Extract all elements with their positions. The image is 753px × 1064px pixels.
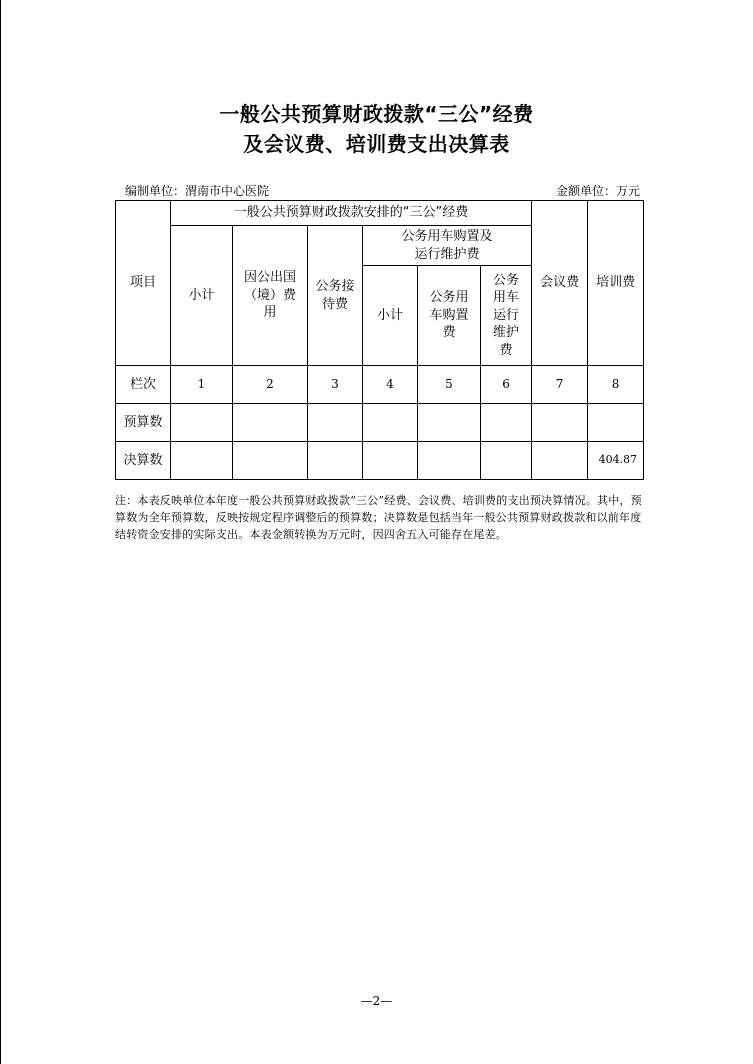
final-cell	[363, 442, 418, 480]
table-note: 注：本表反映单位本年度一般公共预算财政拨款“三公”经费、会议费、培训费的支出预决算情况。其中，预算数为全年预算数，反映按规定程序调整后的预算数；决算数是包括当年一般公共预算财政拨款和以前年度结转资金安排的实际支出。本表金额转换为万元时，因四舍五入可能存在尾差。	[115, 494, 642, 541]
header-abroad-fee: 因公出国（境）费用	[233, 226, 308, 366]
column-number-cell: 5	[418, 366, 481, 404]
final-cell	[481, 442, 532, 480]
header-vehicle-purchase: 公务用车购置费	[418, 266, 481, 366]
compiling-unit: 编制单位：渭南市中心医院	[125, 184, 270, 198]
final-cell	[171, 442, 233, 480]
header-project: 项目	[116, 201, 171, 366]
page-left-border	[0, 0, 1, 1064]
budget-cell	[532, 404, 588, 442]
header-reception-fee: 公务接待费	[308, 226, 363, 366]
header-vehicle-group: 公务用车购置及运行维护费	[363, 226, 532, 266]
budget-cell	[308, 404, 363, 442]
column-number-cell: 4	[363, 366, 418, 404]
budget-cell	[418, 404, 481, 442]
row-label-budget: 预算数	[116, 404, 171, 442]
header-subtotal: 小计	[171, 226, 233, 366]
header-vehicle-operation: 公务用车运行维护费	[481, 266, 532, 366]
page-title-line-2: 及会议费、培训费支出决算表	[243, 132, 510, 156]
budget-cell	[481, 404, 532, 442]
row-budget	[116, 404, 644, 442]
header-three-public-group: 一般公共预算财政拨款安排的“三公”经费	[171, 201, 532, 226]
header-row-1	[116, 201, 644, 226]
column-number-cell: 7	[532, 366, 588, 404]
budget-cell	[171, 404, 233, 442]
header-training-fee: 培训费	[588, 201, 644, 366]
row-final	[116, 442, 644, 480]
row-column-numbers	[116, 366, 644, 404]
amount-unit: 金额单位：万元	[555, 184, 640, 198]
budget-cell	[363, 404, 418, 442]
budget-cell	[588, 404, 644, 442]
column-number-cell: 2	[233, 366, 308, 404]
budget-cell	[233, 404, 308, 442]
column-number-cell: 1	[171, 366, 233, 404]
column-number-cell: 6	[481, 366, 532, 404]
page-title-line-1: 一般公共预算财政拨款“三公”经费	[219, 102, 534, 126]
final-cell	[532, 442, 588, 480]
header-meeting-fee: 会议费	[532, 201, 588, 366]
header-vehicle-subtotal: 小计	[363, 266, 418, 366]
page-number: —2—	[360, 994, 393, 1008]
row-label-column: 栏次	[116, 366, 171, 404]
final-cell	[233, 442, 308, 480]
final-cell	[308, 442, 363, 480]
column-number-cell: 3	[308, 366, 363, 404]
row-label-final: 决算数	[116, 442, 171, 480]
final-cell	[418, 442, 481, 480]
column-number-cell: 8	[588, 366, 644, 404]
expenditure-table	[115, 200, 644, 480]
final-cell-training: 404.87	[588, 442, 644, 480]
